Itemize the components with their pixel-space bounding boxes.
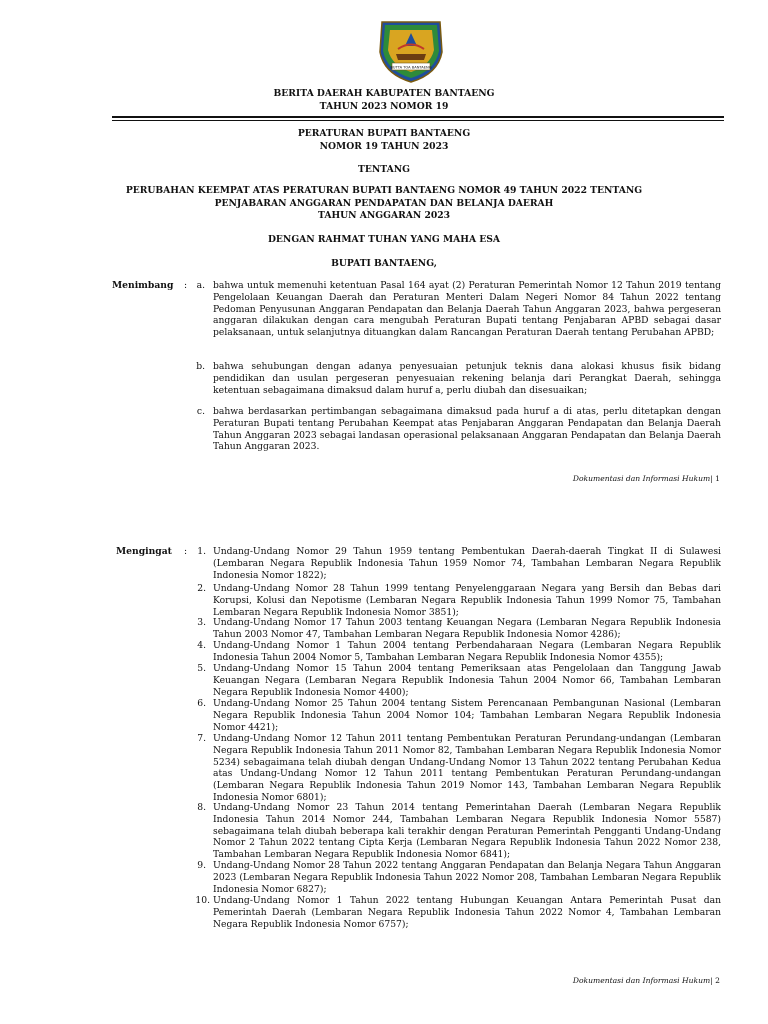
header-rule-thin	[112, 120, 724, 121]
mengingat-item-10-num: 10.	[195, 895, 210, 906]
mengingat-item-8-num: 8.	[197, 802, 206, 813]
menimbang-colon: :	[184, 280, 188, 291]
menimbang-item-a-text: bahwa untuk memenuhi ketentuan Pasal 164 ayat (2) Peraturan Pemerintah Nomor 12 Tahun 2019 tentang Pengelolaan Keuangan Daerah dan Peraturan Menteri Dalam Negeri Nomor 84 Tahun 2022 tentang Pedoman Penyusunan Anggaran Pendapatan dan Belanja Daerah Tahun Anggaran 2023, bahwa pergeseran anggaran dilakukan dengan cara mengubah Peraturan Bupati tentang Penjabaran APBD sebagai dasar pelaksanaan, untuk selanjutnya dituangkan dalam Rancangan Peraturan Daerah tentang Perubahan APBD;	[213, 280, 721, 339]
mengingat-label: Mengingat	[116, 546, 172, 557]
mengingat-item-6-num: 6.	[197, 698, 206, 709]
page-2	[0, 530, 768, 1024]
mengingat-item-1-text: Undang-Undang Nomor 29 Tahun 1959 tentang Pembentukan Daerah-daerah Tingkat II di Sulawesi (Lembaran Negara Republik Indonesia Tahun 1959 Nomor 74, Tambahan Lembaran Negara Republik Indonesia Nomor 1822);	[213, 546, 721, 581]
gazette-title: BERITA DAERAH KABUPATEN BANTAENG	[273, 88, 495, 99]
gazette-header	[0, 88, 768, 113]
mengingat-item-6-text: Undang-Undang Nomor 25 Tahun 2004 tentang Sistem Perencanaan Pembangunan Nasional (Lembaran Negara Republik Indonesia Tahun 2004 Nomor 104; Tambahan Lembaran Negara Republik Indonesia Nomor 4421);	[213, 698, 721, 733]
mengingat-item-3-num: 3.	[197, 617, 206, 628]
menimbang-item-b-letter: b.	[196, 361, 205, 372]
page-1-footer	[573, 474, 720, 483]
tentang-label: TENTANG	[358, 164, 410, 175]
subject-line-2: PENJABARAN ANGGARAN PENDAPATAN DAN BELANJA DAERAH	[214, 197, 554, 209]
page-number: | 1	[710, 474, 720, 483]
mengingat-item-5-num: 5.	[197, 663, 206, 674]
mengingat-item-7-text: Undang-Undang Nomor 12 Tahun 2011 tentang Pembentukan Peraturan Perundang-undangan (Lembaran Negara Republik Indonesia Tahun 2011 Nomor 82, Tambahan Lembaran Negara Republik Indonesia Nomor 5234) sebagaimana telah diubah dengan Undang-Undang Nomor 13 Tahun 2022 tentang Perubahan Kedua atas Undang-Undang Nomor 12 Tahun 2011 tentang Pembentukan Peraturan Perundang-undangan (Lembaran Negara Republik Indonesia Tahun 2019 Nomor 143, Tambahan Lembaran Negara Republik Indonesia Nomor 6801);	[213, 733, 721, 803]
mengingat-item-8-text: Undang-Undang Nomor 23 Tahun 2014 tentang Pemerintahan Daerah (Lembaran Negara Republik Indonesia Tahun 2014 Nomor 244, Tambahan Lembaran Negara Republik Indonesia Nomor 5587) sebagaimana telah diubah beberapa kali terakhir dengan Peraturan Pemerintah Pengganti Undang-Undang Nomor 2 Tahun 2022 tentang Cipta Kerja (Lembaran Negara Republik Indonesia Tahun 2022 Nomor 238, Tambahan Lembaran Negara Republik Indonesia Nomor 6841);	[213, 802, 721, 861]
footer-label: Dokumentasi dan Informasi Hukum	[572, 976, 711, 985]
page-2-footer	[573, 976, 720, 985]
header-rule-thick	[112, 116, 724, 118]
mengingat-item-7-num: 7.	[197, 733, 206, 744]
regent-title: BUPATI BANTAENG,	[331, 258, 437, 269]
preamble-invocation: DENGAN RAHMAT TUHAN YANG MAHA ESA	[267, 234, 501, 245]
mengingat-item-9-num: 9.	[197, 860, 206, 871]
subject-line-3: TAHUN ANGGARAN 2023	[317, 210, 451, 221]
mengingat-item-1-num: 1.	[197, 546, 206, 557]
bantaeng-coat-of-arms-icon	[376, 16, 446, 84]
mengingat-colon: :	[184, 546, 188, 557]
mengingat-item-4-text: Undang-Undang Nomor 1 Tahun 2004 tentang Perbendaharaan Negara (Lembaran Negara Republik Indonesia Tahun 2004 Nomor 5, Tambahan Lembaran Negara Republik Indonesia Nomor 4355);	[213, 640, 721, 663]
menimbang-item-c-text: bahwa berdasarkan pertimbangan sebagaimana dimaksud pada huruf a di atas, perlu ditetapkan dengan Peraturan Bupati tentang Perubahan Keempat atas Penjabaran Anggaran Pendapatan dan Belanja Daerah Tahun Anggaran 2023 sebagai landasan operasional pelaksanaan Anggaran Pendapatan dan Belanja Daerah Tahun Anggaran 2023.	[213, 406, 721, 453]
regulation-name: PERATURAN BUPATI BANTAENG	[297, 128, 471, 139]
mengingat-item-2-num: 2.	[197, 583, 206, 594]
regulation-number: NOMOR 19 TAHUN 2023	[319, 140, 449, 152]
regulation-subject	[0, 185, 768, 223]
logo-motto: BUTTA TOA BANTAENG	[390, 65, 432, 70]
subject-line-1: PERUBAHAN KEEMPAT ATAS PERATURAN BUPATI BANTAENG NOMOR 49 TAHUN 2022 TENTANG	[125, 185, 643, 196]
footer-label: Dokumentasi dan Informasi Hukum	[572, 474, 711, 483]
mengingat-item-5-text: Undang-Undang Nomor 15 Tahun 2004 tentang Pemeriksaan atas Pengelolaan dan Tanggung Jawab Keuangan Negara (Lembaran Negara Republik Indonesia Tahun 2004 Nomor 66, Tambahan Lembaran Negara Republik Indonesia Nomor 4400);	[213, 663, 721, 698]
mengingat-item-9-text: Undang-Undang Nomor 28 Tahun 2022 tentang Anggaran Pendapatan dan Belanja Negara Tahun Anggaran 2023 (Lembaran Negara Republik Indonesia Tahun 2022 Nomor 208, Tambahan Lembaran Negara Republik Indonesia Nomor 6827);	[213, 860, 721, 895]
page-number: | 2	[710, 976, 720, 985]
regulation-title	[0, 128, 768, 153]
menimbang-item-c-letter: c.	[196, 406, 205, 417]
mengingat-item-3-text: Undang-Undang Nomor 17 Tahun 2003 tentang Keuangan Negara (Lembaran Negara Republik Indonesia Tahun 2003 Nomor 47, Tambahan Lembaran Negara Republik Indonesia Nomor 4286);	[213, 617, 721, 640]
mengingat-item-2-text: Undang-Undang Nomor 28 Tahun 1999 tentang Penyelenggaraan Negara yang Bersih dan Bebas dari Korupsi, Kolusi dan Nepotisme (Lembaran Negara Republik Indonesia Tahun 1999 Nomor 75, Tambahan Lembaran Negara Republik Indonesia Nomor 3851);	[213, 583, 721, 618]
mengingat-item-10-text: Undang-Undang Nomor 1 Tahun 2022 tentang Hubungan Keuangan Antara Pemerintah Pusat dan Pemerintah Daerah (Lembaran Negara Republik Indonesia Tahun 2022 Nomor 4, Tambahan Lembaran Negara Republik Indonesia Nomor 6757);	[213, 895, 721, 930]
menimbang-item-b-text: bahwa sehubungan dengan adanya penyesuaian petunjuk teknis dana alokasi khusus fisik bidang pendidikan dan usulan pergeseran penyesuaian rekening belanja dari Perangkat Daerah, sehingga ketentuan sebagaimana dimaksud dalam huruf a, perlu diubah dan disesuaikan;	[213, 361, 721, 396]
page-1	[0, 0, 768, 500]
gazette-number: TAHUN 2023 NOMOR 19	[319, 100, 449, 112]
menimbang-label: Menimbang	[112, 280, 174, 291]
menimbang-item-a-letter: a.	[196, 280, 205, 291]
mengingat-item-4-num: 4.	[197, 640, 206, 651]
